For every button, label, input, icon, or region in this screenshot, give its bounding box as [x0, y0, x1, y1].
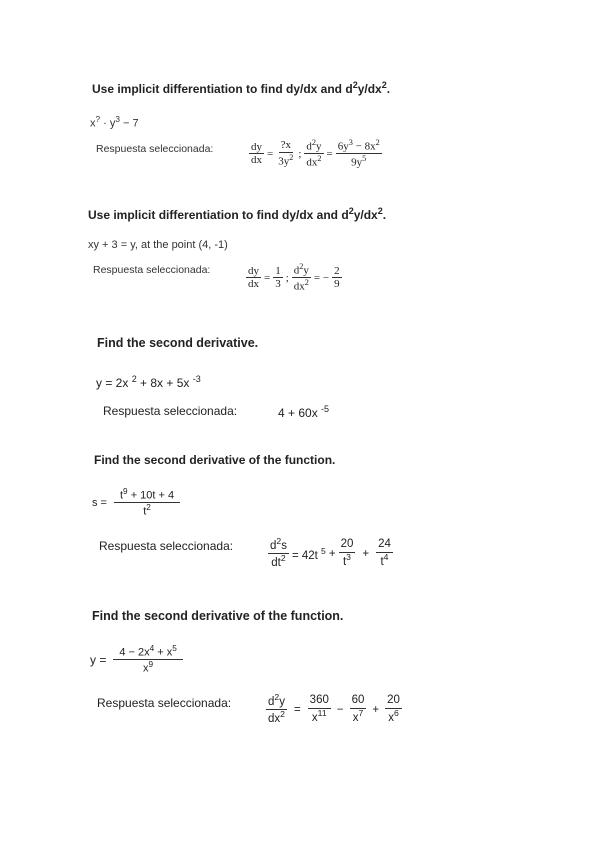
q3-title: Find the second derivative.	[97, 336, 259, 350]
q5-equation: y = $\frac{4 - 2x^4 + x^5}{x^9}$	[90, 644, 183, 676]
q4-answer-label: Respuesta seleccionada:	[99, 539, 234, 553]
q1-answer-label: Respuesta seleccionada:	[96, 143, 214, 155]
q3-answer-label: Respuesta seleccionada:	[103, 404, 238, 418]
q4-equation: s = $\frac{t^9 + 10t + 4}{t^2}$	[92, 487, 180, 519]
q3-answer: 4 + 60x $^{-5}$	[278, 404, 330, 420]
q5-answer-label: Respuesta seleccionada:	[97, 696, 232, 710]
q2-equation: xy + 3 = y, at the point (4, -1)	[88, 239, 228, 251]
q5-title: Find the second derivative of the function.	[92, 609, 344, 623]
q5-answer: $\frac{d^2y}{dx^2}$ = $\frac{360}{x^{11}}$ − $\frac{60}{x^7}$ + $\frac{20}{x^6}$	[268, 692, 400, 725]
q4-answer: $\frac{d^2s}{dt^2}$ = 42t $^5$ + $\frac{20}{t^3}$ + $\frac{24}{t^4}$	[270, 536, 391, 569]
q2-title: Use implicit differentiation to find dy/dx and $d^2y/dx^2$.	[88, 206, 387, 222]
q3-equation: y = 2x $^2$ + 8x + 5x $^{-3}$	[96, 374, 201, 390]
q1-equation: $x^? \cdot y^3 - 7$	[90, 115, 139, 130]
q1-title: Use implicit differentiation to find dy/dx and $d^2y/dx^2$.	[92, 80, 391, 96]
q4-title: Find the second derivative of the function.	[94, 453, 336, 467]
q1-answer: $\frac{dy}{dx}$ = $\frac{?x}{3y^2}$ ; $\frac{d^2y}{dx^2}$ = $\frac{6y^3 - 8x^2}{9y^5}$	[251, 138, 380, 169]
q2-answer-label: Respuesta seleccionada:	[93, 264, 211, 276]
q2-answer: $\frac{dy}{dx}$ = $\frac{1}{3}$ ; $\frac{d^2y}{dx^2}$ = − $\frac{2}{9}$	[248, 262, 340, 293]
